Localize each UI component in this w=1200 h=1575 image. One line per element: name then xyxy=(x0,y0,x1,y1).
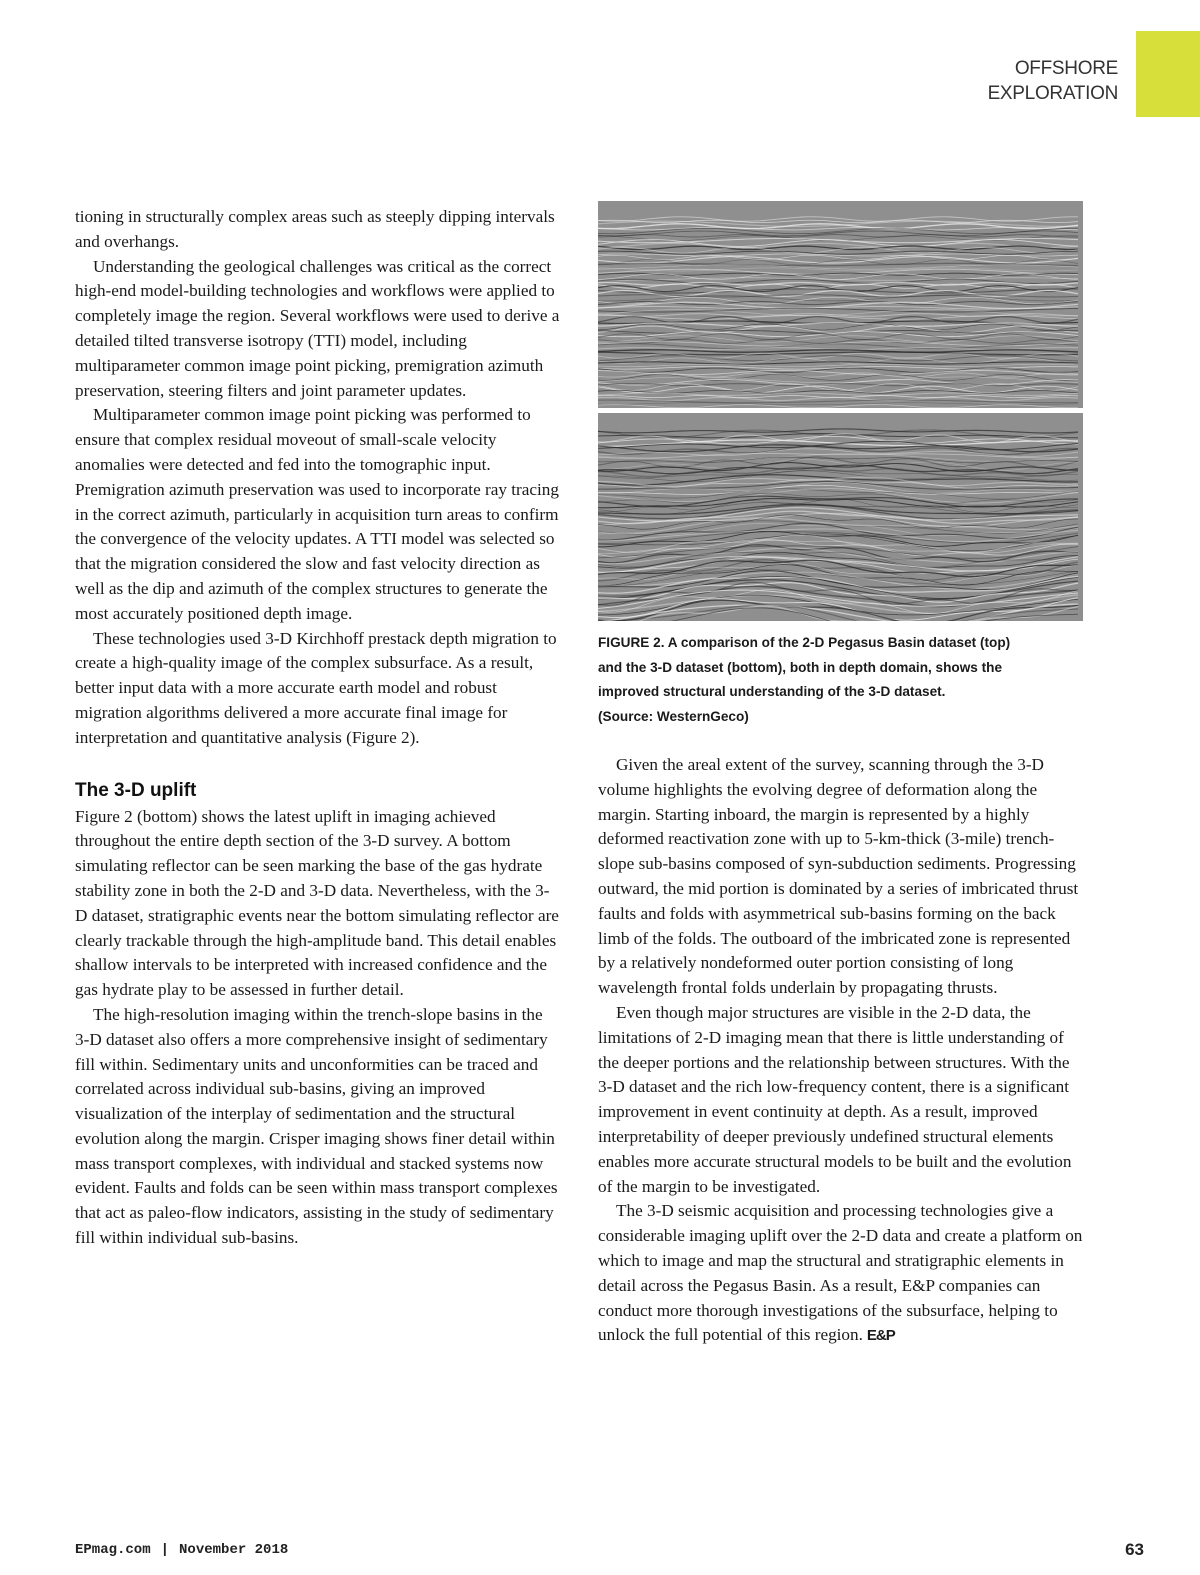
caption-line: improved structural understanding of the 3-D dataset. xyxy=(598,684,946,700)
seismic-3d-section xyxy=(598,413,1083,621)
seismic-image-3d xyxy=(598,413,1083,621)
body-paragraph xyxy=(598,1199,1084,1349)
figure-2 xyxy=(598,201,1083,621)
ep-logo: E&P xyxy=(866,1327,895,1345)
figure-caption xyxy=(598,631,1083,729)
caption-line: (Source: WesternGeco) xyxy=(598,708,749,724)
footer-separator: | xyxy=(160,1542,170,1558)
body-paragraph: Multiparameter common image point picking was performed to ensure that complex residual moveout of small-scale velocity anomalies were detected and fed into the tomographic input. Premigration azimuth preservation was used to incorporate ray tracing in the correct azimuth, particularly in acquisition turn areas to confirm the convergence of the velocity updates. A TTI model was selected so that the migration considered the slow and fast velocity direction as well as the dip and azimuth of the complex structures to generate the most accurately positioned depth image. xyxy=(75,405,559,623)
body-paragraph: The high-resolution imaging within the trench-slope basins in the 3-D dataset also offers a more comprehensive insight of sedimentary fill within. Sedimentary units and unconformities can be traced and correlated across individual sub-basins, giving an improved visualization of the interplay of sedimentation and the structural evolution along the margin. Crisper imaging shows finer detail within mass transport complexes, with individual and stacked systems now evident. Faults and folds can be seen within mass transport complexes that act as paleo-flow indicators, assisting in the study of sedimentary fill within individual sub-basins. xyxy=(75,1004,558,1248)
body-paragraph: Even though major structures are visible in the 2-D data, the limitations of 2-D imaging mean that there is little understanding of the deeper portions and the relationship between structures. With the 3-D dataset and the rich low-frequency content, there is a significant improvement in event continuity at depth. As a result, improved interpretability of deeper previously undefined structural elements enables more accurate structural models to be built and the evolution of the margin to be investigated. xyxy=(598,1002,1072,1196)
footer-issue: November 2018 xyxy=(179,1542,289,1558)
right-column xyxy=(598,753,1084,1349)
section-label xyxy=(988,56,1118,106)
left-column xyxy=(75,205,561,1251)
body-paragraph: tioning in structurally complex areas such as steeply dipping intervals and overhangs. xyxy=(75,207,555,251)
body-paragraph: Understanding the geological challenges was critical as the correct high-end model-building technologies and workflows were applied to completely image the region. Several workflows were used to derive a detailed tilted transverse isotropy (TTI) model, including multiparameter common image point picking, premigration azimuth preservation, steering filters and joint parameter updates. xyxy=(75,256,560,400)
section-label-line2: EXPLORATION xyxy=(987,83,1118,104)
footer xyxy=(75,1542,288,1558)
caption-line: FIGURE 2. A comparison of the 2-D Pegasus Basin dataset (top) xyxy=(598,635,1011,650)
section-heading: The 3-D uplift xyxy=(75,779,197,801)
body-paragraph: Figure 2 (bottom) shows the latest uplift in imaging achieved throughout the entire depth section of the 3-D survey. A bottom simulating reflector can be seen marking the base of the gas hydrate stability zone in both the 2-D and 3-D data. Nevertheless, with the 3-D dataset, stratigraphic events near the bottom simulating reflector are clearly trackable through the high-amplitude band. This detail enables shallow intervals to be interpreted with increased confidence and the gas hydrate play to be assessed in further detail. xyxy=(75,806,559,1000)
seismic-image-2d xyxy=(598,201,1083,408)
page-number: 63 xyxy=(1125,1540,1144,1559)
seismic-2d-section xyxy=(598,201,1083,408)
body-paragraph-text: The 3-D seismic acquisition and processing technologies give a considerable imaging uplift over the 2-D data and create a platform on which to image and map the structural and stratigraphic elements in detail across the Pegasus Basin. As a result, E&P companies can conduct more thorough investigations of the subsurface, helping to unlock the full potential of this region. xyxy=(598,1201,1083,1345)
section-label-line1: OFFSHORE xyxy=(1014,58,1118,79)
section-color-tab xyxy=(1136,31,1200,117)
body-paragraph: These technologies used 3-D Kirchhoff prestack depth migration to create a high-quality image of the complex subsurface. As a result, better input data with a more accurate earth model and robust migration algorithms delivered a more accurate final image for interpretation and quantitative analysis (Figure 2). xyxy=(75,628,557,747)
caption-line: and the 3-D dataset (bottom), both in depth domain, shows the xyxy=(598,659,1003,675)
footer-site: EPmag.com xyxy=(75,1542,151,1558)
body-paragraph: Given the areal extent of the survey, scanning through the 3-D volume highlights the evolving degree of deformation along the margin. Starting inboard, the margin is represented by a highly deformed reactivation zone with up to 5-km-thick (3-mile) trench-slope sub-basins composed of syn-subduction sediments. Progressing outward, the mid portion is dominated by a series of imbricated thrust faults and folds with asymmetrical sub-basins forming on the back limb of the folds. The outboard of the imbricated zone is represented by a relatively nondeformed outer portion consisting of long wavelength frontal folds underlain by propagating thrusts. xyxy=(598,755,1079,998)
